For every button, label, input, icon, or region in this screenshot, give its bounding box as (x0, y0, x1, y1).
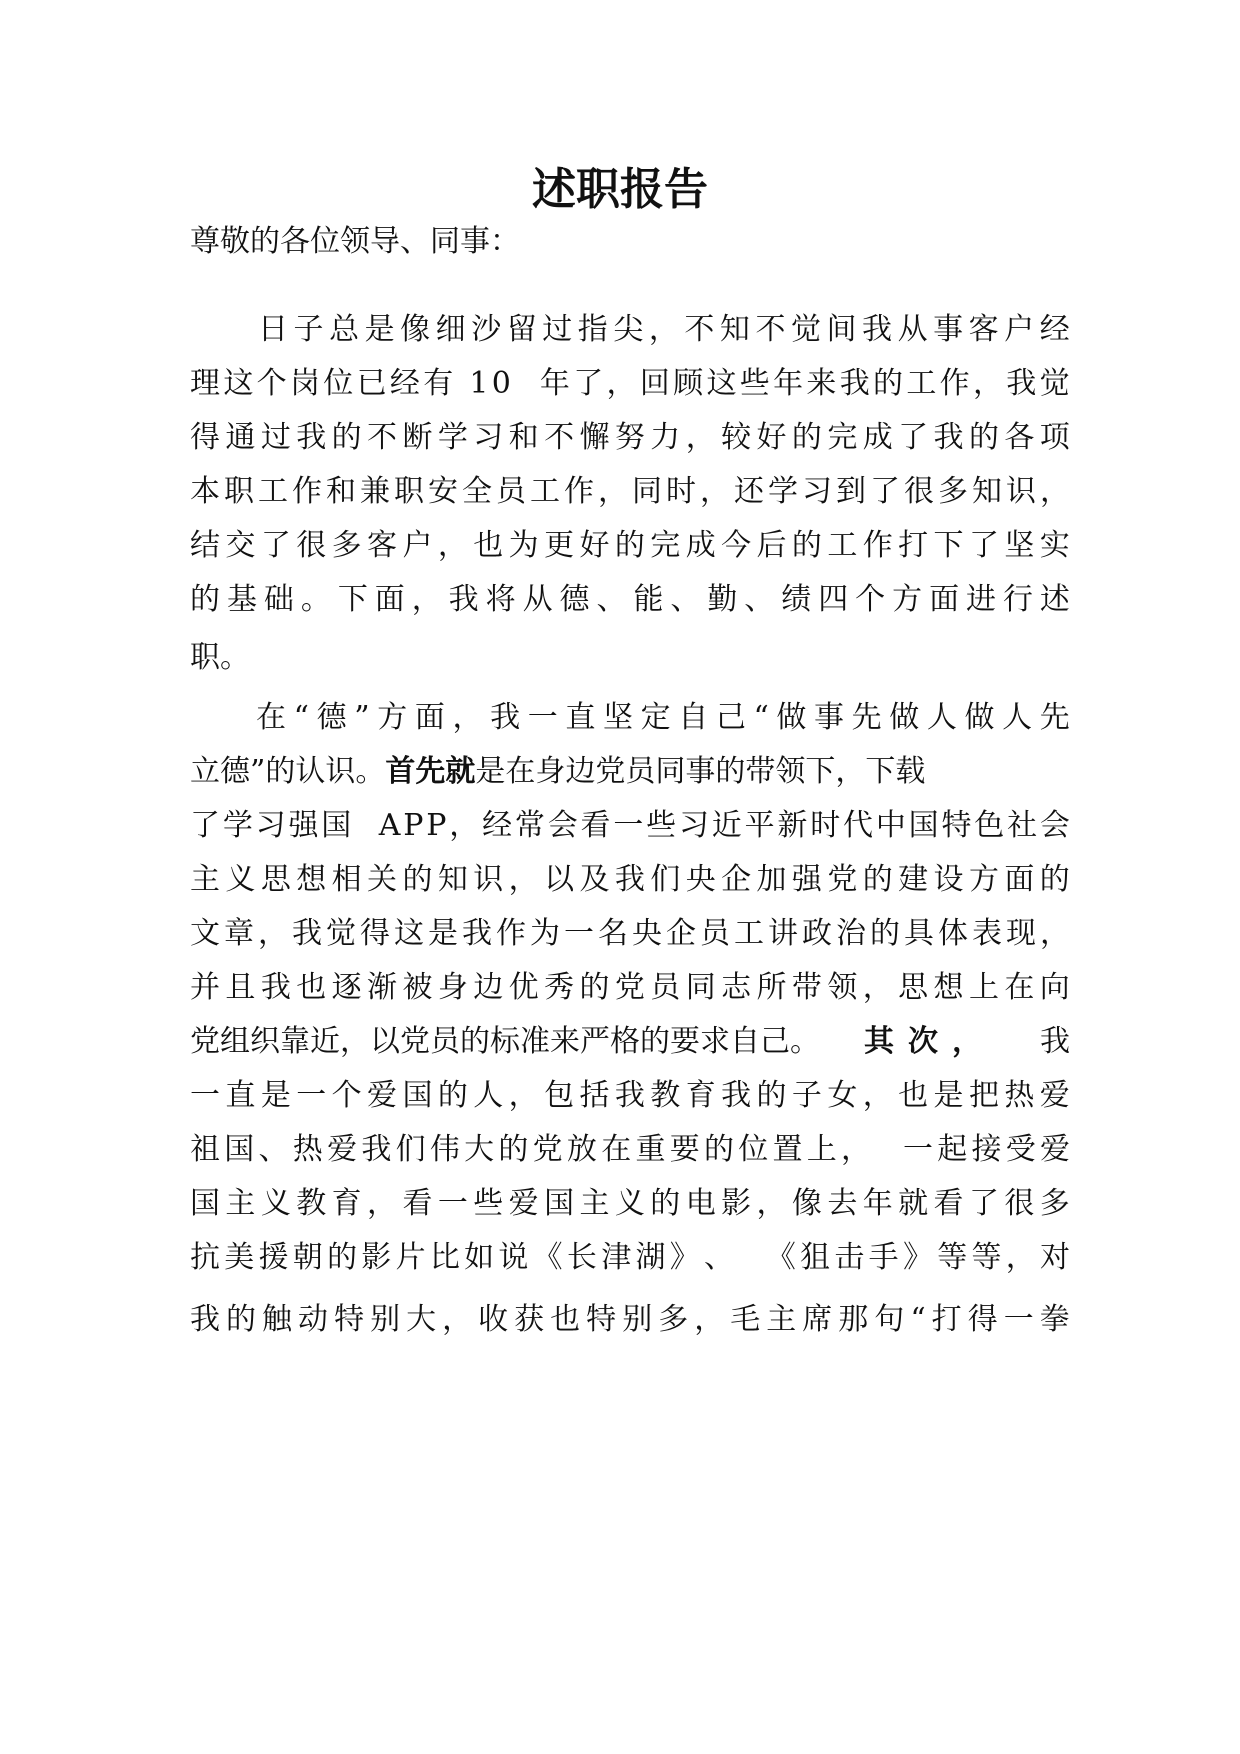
paragraph-2-line-2 (190, 744, 1070, 800)
paragraph-2-line-2-text-a: 立德”的认识。 (190, 754, 386, 789)
paragraph-2-line-7 (190, 1014, 1070, 1070)
document-title: 述职报告 (532, 164, 708, 215)
paragraph-1-line-3: 得 通 过 我 的 不 断 学 习 和 不 懈 努 力 ， 较 好 的 完 成 了 我 的 各 项 (190, 420, 1070, 455)
paragraph-1-line-5: 结 交 了 很 多 客 户 ， 也 为 更 好 的 完 成 今 后 的 工 作 打 下 了 坚 实 (190, 528, 1070, 563)
paragraph-2-line-10: 国 主 义 教 育 ， 看 一 些 爱 国 主 义 的 电 影 ， 像 去 年 就 看 了 很 多 (190, 1186, 1070, 1221)
salutation: 尊敬的各位领导、同事： (190, 224, 520, 259)
paragraph-2-line-9: 祖 国 、 热 爱 我 们 伟 大 的 党 放 在 重 要 的 位 置 上 ， 一 起 接 受 爱 (190, 1132, 1070, 1167)
paragraph-1-line-4: 本 职 工 作 和 兼 职 安 全 员 工 作 ， 同 时 ， 还 学 习 到 了 很 多 知 识 ， (190, 474, 1070, 509)
paragraph-2-line-11: 抗 美 援 朝 的 影 片 比 如 说 《 长 津 湖 》 、 《 狙 击 手 》 等 等 ， 对 (190, 1240, 1070, 1275)
paragraph-2-line-12: 我 的 触 动 特 别 大 ， 收 获 也 特 别 多 ， 毛 主 席 那 句 “ 打 得 一 拳 (190, 1302, 1070, 1337)
paragraph-2-line-7-text-a: 党组织靠近，以党员的标准来严格的要求自己。 (190, 1024, 820, 1059)
paragraph-2-line-2-text-c: 是在身边党员同事的带领下，下载 (475, 754, 926, 789)
paragraph-2-line-7-text-c: 我 (1040, 1024, 1070, 1059)
paragraph-2-line-8: 一 直 是 一 个 爱 国 的 人 ， 包 括 我 教 育 我 的 子 女 ， 也 是 把 热 爱 (190, 1078, 1070, 1113)
paragraph-2-line-6: 并 且 我 也 逐 渐 被 身 边 优 秀 的 党 员 同 志 所 带 领 ， 思 想 上 在 向 (190, 970, 1070, 1005)
emphasis-first: 首先就 (385, 754, 476, 789)
paragraph-1-line-1: 日 子 总 是 像 细 沙 留 过 指 尖 ， 不 知 不 觉 间 我 从 事 客 户 经 (258, 312, 1070, 347)
paragraph-2-line-4: 主 义 思 想 相 关 的 知 识 ， 以 及 我 们 央 企 加 强 党 的 建 设 方 面 的 (190, 862, 1070, 897)
paragraph-1-line-6: 的 基 础 。 下 面 ， 我 将 从 德 、 能 、 勤 、 绩 四 个 方 面 进 行 述 (190, 582, 1070, 617)
paragraph-1-line-7: 职。 (190, 640, 250, 675)
paragraph-2-line-1: 在 “ 德 ” 方 面 ， 我 一 直 坚 定 自 己 “ 做 事 先 做 人 做 人 先 (256, 700, 1070, 735)
paragraph-2-line-5: 文 章 ， 我 觉 得 这 是 我 作 为 一 名 央 企 员 工 讲 政 治 的 具 体 表 现 ， (190, 916, 1070, 951)
paragraph-1-line-2: 理 这 个 岗 位 已 经 有 1 0 年 了 ， 回 顾 这 些 年 来 我 的 工 作 ， 我 觉 (190, 366, 1070, 401)
emphasis-second: 其次， (864, 1024, 996, 1059)
paragraph-2-line-3: 了 学 习 强 国 A P P ， 经 常 会 看 一 些 习 近 平 新 时 代 中 国 特 色 社 会 (190, 808, 1070, 843)
